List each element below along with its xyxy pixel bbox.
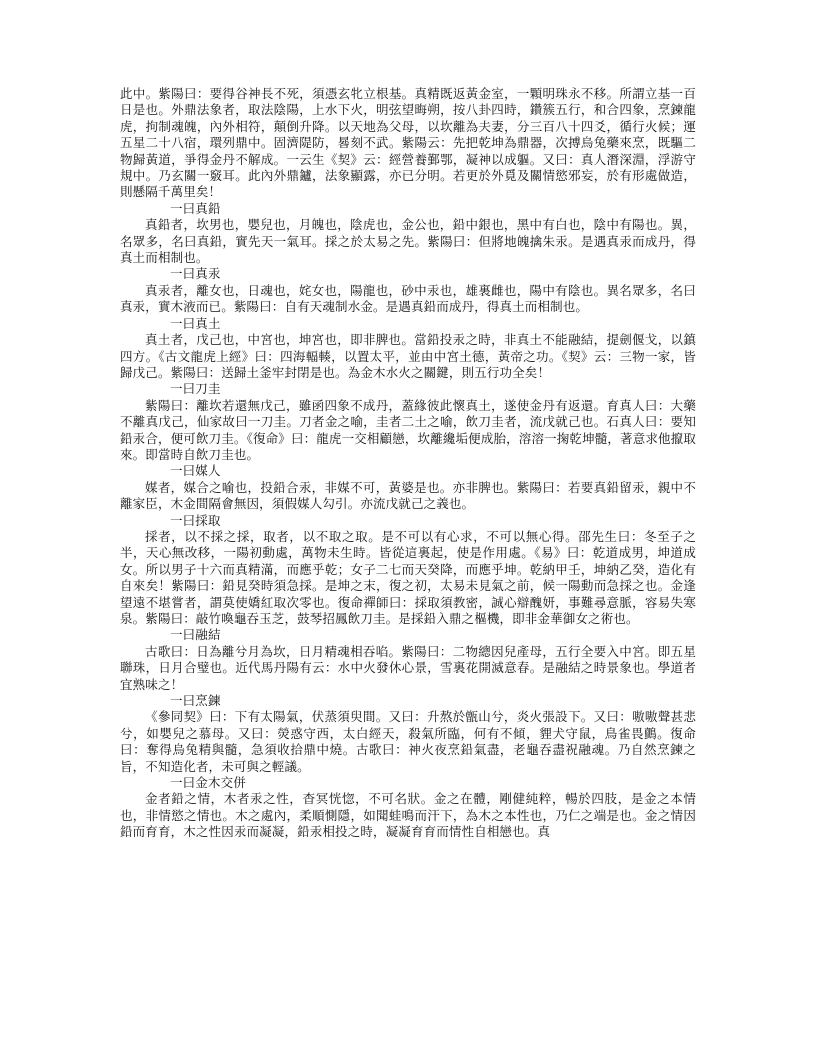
paragraph-rongjie: 古歌曰：日為離兮月為坎，日月精魂相吞啗。紫陽曰：二物總因兒產母，五行全要入中宮。即五星聯珠，日月合璧也。近代馬丹陽有云：水中火發休心景，雪裏花開滅意春。是融結之時景象也。學道者宜熟味之！ xyxy=(120,643,696,692)
section-heading-zhengong: 一曰真汞 xyxy=(170,266,221,282)
section-heading-penglian: 一曰烹鍊 xyxy=(170,693,221,709)
section-heading-rongjie: 一曰融結 xyxy=(170,627,221,643)
paragraph-zhengong: 真汞者，離女也，日魂也，姹女也，陽龍也，砂中汞也，雄裏雌也，陽中有陰也。異名眾多，名曰真汞，實木液而已。紫陽曰：自有天魂制水金。是遇真鉛而成丹，得真土而相制也。 xyxy=(120,282,696,315)
paragraph-meiren: 媒者，媒合之喻也，投鉛合汞，非媒不可，黃婆是也。亦非脾也。紫陽曰：若要真鉛留汞，親中不離家臣，木金間隔會無因，須假媒人勾引。亦流戊就己之義也。 xyxy=(120,479,696,512)
paragraph-caiqu: 採者，以不採之採，取者，以不取之取。是不可以有心求，不可以無心得。邵先生曰：冬至子之半，天心無改移，一陽初動處，萬物未生時。皆從這裏起，使是作用處。《易》曰：乾道成男，坤道成女。所以男子十六而真精滿，而應乎乾；女子二七而天癸降，而應乎坤。乾納甲壬，坤納乙癸，造化有自來矣！紫陽曰：鉛見癸時須急採。是坤之末，復之初，太易未見氣之前，候一陽動而急採之也。金逢望遠不堪嘗者，謂莫使嬌紅取次零也。復命禪師曰：採取須教密，誠心辯醜妍，事難尋意脈，容易失寒泉。紫陽曰：敲竹喚龜吞玉芝，鼓琴招鳳飲刀圭。是採鉛入鼎之樞機，即非金華御女之術也。 xyxy=(120,528,696,626)
section-heading-zhenqian: 一曰真鉛 xyxy=(170,200,221,216)
paragraph-jinmu: 金者鉛之情，木者汞之性，杳冥恍惚，不可名狀。金之在體，剛健純粹，暢於四肢，是金之本情也，非情慾之情也。木之處內，柔順惻隱，如聞蛙鳴而汗下，為木之本性也，乃仁之端是也。金之情因鉛而育育，木之性因汞而凝凝，鉛汞相投之時，凝凝育育而情性自相戀也。真 xyxy=(120,791,696,840)
section-heading-jinmu: 一曰金木交併 xyxy=(170,775,246,791)
paragraph-daogui: 紫陽曰：離坎若還無戊己，雖函四象不成丹，蓋緣彼此懷真土，遂使金丹有返還。育真人曰：大藥不離真戊己，仙家故曰一刀圭。刀者金之喻，圭者二土之喻，飲刀圭者，流戊就己也。石真人曰：要知鉛汞合，便可飲刀圭。《復命》曰：龍虎一交相顧戀，坎離纔垢便成胎，溶溶一掬乾坤髓，著意求他攛取來。即當時自飲刀圭也。 xyxy=(120,397,696,462)
document-page xyxy=(120,86,696,841)
section-heading-zhentu: 一曰真土 xyxy=(170,315,221,331)
paragraph-zhenqian: 真鉛者，坎男也，嬰兒也，月魄也，陰虎也，金公也，鉛中銀也，黑中有白也，陰中有陽也。異，名眾多，名曰真鉛，實先天一氣耳。採之於太易之先。紫陽曰：但將地魄擒朱汞。是遇真汞而成丹，得真土而相制也。 xyxy=(120,217,696,266)
section-heading-daogui: 一曰刀圭 xyxy=(170,381,221,397)
section-heading-meiren: 一曰媒人 xyxy=(170,463,221,479)
section-heading-caiqu: 一曰採取 xyxy=(170,512,221,528)
body-paragraph-intro: 此中。紫陽曰：要得谷神長不死，須憑玄牝立根基。真精既返黃金室，一顆明珠永不移。所謂立基一百日是也。外鼎法象者，取法陰陽，上水下火，明弦望晦朔，按八卦四時，鑽簇五行，和合四象，烹鍊龍虎，拘制魂魄，內外相符，顛倒升降。以天地為父母，以坎離為夫妻，分三百八十四爻，循行火候；運五星二十八宿，環列鼎中。固濟隄防，晷刻不武。紫陽云：先把乾坤為鼎器，次搏烏兔藥來烹，既驅二物歸黃道，爭得金丹不解成。一云生《契》云：經營養鄞鄂，凝神以成軀。又曰：真人潛深淵，浮游守規中。乃玄關一竅耳。此內外鼎鑪，法象顯露，亦已分明。若更於外覓及關情慾邪妄，於有形處做造，則懸隔千萬里矣！ xyxy=(120,86,696,200)
paragraph-penglian: 《參同契》曰：下有太陽氣，伏蒸須臾間。又曰：升熬於甑山兮，炎火張設下。又曰：嗷嗷聲甚悲兮，如嬰兒之慕母。又曰：熒惑守西，太白經天，殺氣所臨，何有不傾，貍犬守鼠，鳥雀畏鸇。復命曰：奪得烏兔精與髓，急須收拾鼎中燒。古歌曰：神火夜烹鉛氣盡，老龜吞盡祝融魂。乃自然烹鍊之旨，不知造化者，未可與之輕議。 xyxy=(120,709,696,774)
paragraph-zhentu: 真土者，戊己也，中宮也，坤宮也，即非脾也。當鉛投汞之時，非真土不能融結，提劍偃戈，以鎮四方。《古文龍虎上經》曰：四海輻輳，以置太平，並由中宮土德，黃帝之功。《契》云：三物一家，皆歸戊己。紫陽曰：送歸土釜牢封閉是也。為金木水火之關鍵，則五行功全矣！ xyxy=(120,332,696,380)
